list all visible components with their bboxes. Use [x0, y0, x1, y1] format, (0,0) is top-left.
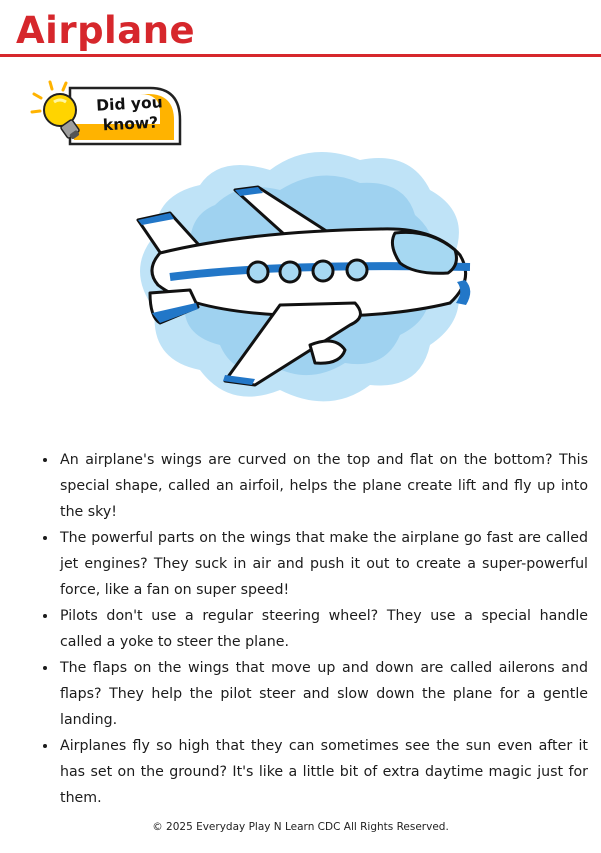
fact-item: • The flaps on the wings that move up and down are called ailerons and flaps? They help the pilot steer and slow down the plane for a gentle landing.: [58, 655, 588, 733]
fact-item: • Pilots don't use a regular steering wheel? They use a special handle called a yoke to steer the plane.: [58, 603, 588, 655]
page-title: Airplane: [16, 9, 196, 52]
copyright-footer: © 2025 Everyday Play N Learn CDC All Rights Reserved.: [152, 821, 449, 833]
fact-item: • Airplanes fly so high that they can sometimes see the sun even after it has set on the ground? It's like a little bit of extra daytime magic just for them.: [58, 733, 588, 811]
fact-item: • An airplane's wings are curved on the top and flat on the bottom? This special shape, called an airfoil, helps the plane create lift and fly up into the sky!: [58, 447, 588, 525]
facts-list: [40, 447, 588, 811]
airplane-illustration: [130, 145, 475, 410]
title-divider: [0, 54, 601, 57]
badge-label: Did you know?: [95, 93, 164, 135]
fact-item: • The powerful parts on the wings that make the airplane go fast are called jet engines? They suck in air and push it out to create a super-powerful force, like a fan on super speed!: [58, 525, 588, 603]
